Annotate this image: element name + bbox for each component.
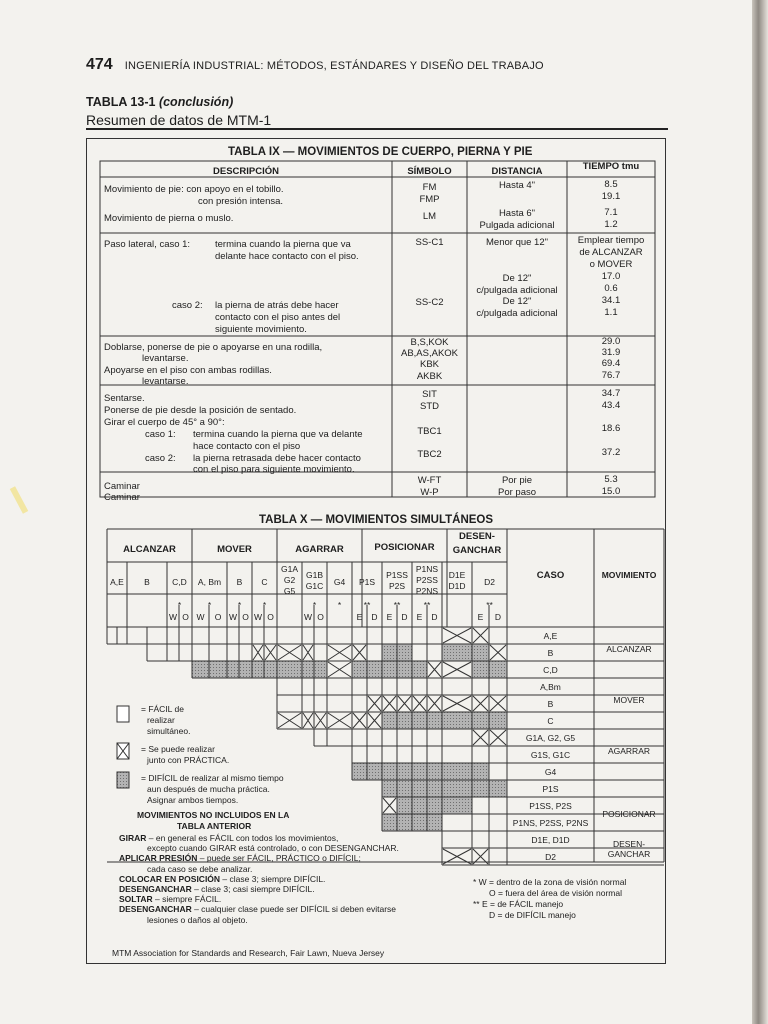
cell-practice xyxy=(490,645,506,660)
header-rule xyxy=(86,128,668,130)
cell-hard xyxy=(398,764,412,780)
cell-practice xyxy=(265,645,276,660)
movimiento-desenganchar-a: DESEN- xyxy=(612,839,646,849)
cell-practice xyxy=(398,696,411,711)
distance: Hasta 4" xyxy=(498,180,536,191)
cell-practice xyxy=(303,645,313,660)
cell-hard xyxy=(398,662,412,678)
desc-text: siguiente movimiento. xyxy=(215,324,307,335)
cell-hard xyxy=(413,815,427,831)
note-label: GIRAR xyxy=(119,833,147,843)
legend-hard-icon xyxy=(117,772,129,788)
paper-tab-mark xyxy=(10,486,28,514)
subcol: W xyxy=(168,612,178,622)
footnote: O = fuera del área de visión normal xyxy=(489,888,623,898)
symbol: SS-C1 xyxy=(415,237,444,248)
desc-text: termina cuando la pierna que va xyxy=(215,239,351,250)
cell-hard xyxy=(413,662,427,678)
cell-practice xyxy=(443,628,471,643)
desc-text: la pierna de atrás debe hacer xyxy=(215,300,339,311)
cell-practice xyxy=(278,713,301,728)
desc-text: levantarse. xyxy=(142,353,189,364)
star-marker: * xyxy=(312,600,317,610)
caso-row: B xyxy=(547,648,554,658)
note-label: DESENGANCHAR xyxy=(119,904,192,915)
caso-row: G1S, G1C xyxy=(530,750,571,760)
cell-hard xyxy=(240,662,252,678)
subcol: D xyxy=(371,612,378,622)
cell-practice xyxy=(315,713,326,728)
time: 19.1 xyxy=(601,191,621,202)
note-text: – siempre FÁCIL. xyxy=(152,894,222,905)
caso-row: C xyxy=(547,716,554,726)
cell-hard xyxy=(473,764,489,780)
time: 18.6 xyxy=(601,423,621,434)
time: 34.7 xyxy=(601,388,621,399)
note-line xyxy=(119,874,399,884)
legend-easy-label: realizar xyxy=(147,715,175,725)
symbol: STD xyxy=(420,401,439,412)
cell-practice xyxy=(413,696,426,711)
cell-hard xyxy=(265,662,277,678)
desc-text: Movimiento de pierna o muslo. xyxy=(104,213,234,224)
subcol: D xyxy=(494,612,502,622)
cell-hard xyxy=(398,815,412,831)
cell-practice xyxy=(353,645,366,660)
colhead: A,E xyxy=(110,577,124,587)
subcol: D xyxy=(401,612,408,622)
group-mover: MOVER xyxy=(217,544,252,555)
cell-hard xyxy=(353,662,367,678)
cell-practice xyxy=(428,662,441,677)
cell-hard xyxy=(490,662,507,678)
table-frame xyxy=(86,138,666,964)
desc-text: Caminar xyxy=(104,481,140,492)
symbol: LM xyxy=(422,211,437,222)
time: de ALCANZAR xyxy=(579,247,643,258)
cell-hard xyxy=(443,781,472,797)
time: 37.2 xyxy=(601,447,621,458)
distance: c/pulgada adicional xyxy=(476,308,558,319)
cell-hard xyxy=(303,662,314,678)
distance: c/pulgada adicional xyxy=(476,285,558,296)
cell-hard xyxy=(473,781,489,797)
running-head-title: INGENIERÍA INDUSTRIAL: MÉTODOS, ESTÁNDARES Y DISEÑO DEL TRABAJO xyxy=(124,60,544,72)
cell-hard xyxy=(193,662,209,678)
star-marker: * xyxy=(237,600,242,610)
cell-practice xyxy=(428,696,441,711)
dstar-marker: ** xyxy=(363,600,371,610)
not-included-notes xyxy=(119,833,399,925)
cell-hard xyxy=(443,645,472,661)
star-marker: * xyxy=(207,600,212,610)
caso-row: G1A, G2, G5 xyxy=(525,733,576,743)
note-text: lesiones o daños al objeto. xyxy=(147,914,248,925)
cell-practice xyxy=(278,645,301,660)
col-descripcion: DESCRIPCIÓN xyxy=(213,166,279,177)
colhead: D1D xyxy=(448,581,466,591)
subcol: O xyxy=(214,612,222,622)
not-included-title: MOVIMIENTOS NO INCLUIDOS EN LA xyxy=(137,810,290,820)
movimiento-mover: MOVER xyxy=(613,695,645,705)
cell-hard xyxy=(398,798,412,814)
note-label: COLOCAR EN POSICIÓN xyxy=(119,873,221,884)
time: Emplear tiempo xyxy=(577,235,645,246)
distance: Menor que 12" xyxy=(486,237,548,248)
source-note: MTM Association for Standards and Research, Fair Lawn, Nueva Jersey xyxy=(112,948,385,958)
desc-text: Paso lateral, caso 1: xyxy=(104,239,191,250)
colhead: P2S xyxy=(388,581,406,591)
colhead: G2 xyxy=(283,575,296,585)
distance: Por pie xyxy=(501,475,533,486)
desc-text: caso 2: xyxy=(172,300,203,311)
cell-practice xyxy=(383,696,396,711)
symbol: FM xyxy=(422,182,437,193)
legend-easy-label: simultáneo. xyxy=(147,726,191,736)
note-line xyxy=(119,915,399,925)
note-line xyxy=(119,894,399,904)
cell-practice xyxy=(328,713,351,728)
cell-hard xyxy=(428,713,442,729)
colhead: G1B xyxy=(305,570,323,580)
col-distancia: DISTANCIA xyxy=(491,166,543,177)
colhead: D2 xyxy=(484,577,495,587)
colhead: G5 xyxy=(283,586,296,596)
distance: Por paso xyxy=(497,487,537,498)
note-line xyxy=(119,853,399,863)
cell-hard xyxy=(413,713,427,729)
colhead: A, Bm xyxy=(197,577,222,587)
cell-hard xyxy=(443,713,472,729)
symbol: SS-C2 xyxy=(415,297,444,308)
symbol: TBC1 xyxy=(417,426,442,437)
caso-header: CASO xyxy=(536,570,565,581)
time: 1.2 xyxy=(604,219,618,230)
note-line xyxy=(119,843,399,853)
note-line xyxy=(119,904,399,914)
time: 31.9 xyxy=(601,347,621,358)
distance: De 12" xyxy=(502,273,532,284)
cell-practice xyxy=(328,645,351,660)
symbol: W-P xyxy=(420,487,439,498)
cell-hard xyxy=(368,764,382,780)
subcol: W xyxy=(253,612,263,622)
cell-hard xyxy=(443,764,472,780)
cell-practice xyxy=(473,696,488,711)
time: 69.4 xyxy=(601,358,621,369)
colhead: G4 xyxy=(333,577,346,587)
subcol: E xyxy=(477,612,484,622)
note-text: – cualquier clase puede ser DIFÍCIL si deben evitarse xyxy=(191,904,396,915)
page-number: 474 xyxy=(86,56,113,73)
subcol: W xyxy=(228,612,238,622)
desc-text: Apoyarse en el piso con ambas rodillas. xyxy=(104,365,272,376)
caso-row: P1S xyxy=(542,784,559,794)
colhead: C xyxy=(261,577,268,587)
colhead: G1C xyxy=(305,581,324,591)
cell-hard xyxy=(473,713,489,729)
scan-page-edge xyxy=(752,0,768,1024)
caso-row: C,D xyxy=(543,665,558,675)
symbol: B,S,KOK xyxy=(410,337,449,348)
desc-text: Caminar xyxy=(104,492,140,503)
legend-easy-icon xyxy=(117,706,129,722)
caso-row: A,E xyxy=(543,631,558,641)
symbol: KBK xyxy=(419,359,439,370)
not-included-title: TABLA ANTERIOR xyxy=(177,821,252,831)
movimiento-alcanzar: ALCANZAR xyxy=(606,644,652,654)
cell-hard xyxy=(398,713,412,729)
subcol: W xyxy=(303,612,313,622)
group-agarrar: AGARRAR xyxy=(295,544,344,555)
time: 17.0 xyxy=(601,271,621,282)
cell-hard xyxy=(473,645,489,661)
note-line xyxy=(119,864,399,874)
desc-text: caso 1: xyxy=(145,429,176,440)
cell-hard xyxy=(490,781,507,797)
cell-hard xyxy=(473,662,489,678)
desc-text: contacto con el piso antes del xyxy=(215,312,341,323)
time: 29.0 xyxy=(601,336,621,347)
desc-text: caso 2: xyxy=(145,453,176,464)
cell-hard xyxy=(383,781,397,797)
cell-hard xyxy=(383,764,397,780)
cell-hard xyxy=(383,662,397,678)
group-desenganchar-a: DESEN- xyxy=(459,531,495,542)
distance: De 12" xyxy=(502,296,532,307)
table-ix-title: TABLA IX — MOVIMIENTOS DE CUERPO, PIERNA Y PIE xyxy=(228,146,533,158)
col-tiempo: TIEMPO tmu xyxy=(582,161,640,172)
subcol: E xyxy=(356,612,363,622)
group-posicionar: POSICIONAR xyxy=(374,542,435,553)
desc-text: hace contacto con el piso xyxy=(193,441,301,452)
star-marker: * xyxy=(337,600,342,610)
time: 0.6 xyxy=(604,283,618,294)
desc-text: levantarse. xyxy=(142,376,189,387)
note-label: APLICAR PRESIÓN xyxy=(119,853,198,864)
cell-practice xyxy=(353,713,366,728)
time: 8.5 xyxy=(604,179,618,190)
legend-hard-label: aun después de mucha práctica. xyxy=(147,784,270,794)
distance: Pulgada adicional xyxy=(479,220,555,231)
cell-hard xyxy=(428,815,442,831)
caso-row: P1NS, P2SS, P2NS xyxy=(512,818,589,828)
movimiento-desenganchar-b: GANCHAR xyxy=(607,849,651,859)
colhead: P1SS xyxy=(386,570,408,580)
desc-text: con el piso para siguiente movimiento. xyxy=(193,464,355,475)
desc-text: la pierna retrasada debe hacer contacto xyxy=(193,453,361,464)
time: 5.3 xyxy=(604,474,618,485)
symbol: W-FT xyxy=(417,475,442,486)
cell-hard xyxy=(398,781,412,797)
note-text: – en general es FÁCIL con todos los movimientos, xyxy=(146,833,339,843)
caso-row: D1E, D1D xyxy=(531,835,570,845)
symbol: AB,AS,AKOK xyxy=(400,348,459,359)
caso-row: D2 xyxy=(545,852,556,862)
cell-practice xyxy=(368,713,381,728)
cell-practice xyxy=(443,662,471,677)
subcol: W xyxy=(196,612,205,622)
caso-row: B xyxy=(547,699,554,709)
desc-text: Girar el cuerpo de 45° a 90°: xyxy=(104,417,225,428)
colhead: P1NS xyxy=(415,564,439,574)
legend-practice-label: junto con PRÁCTICA. xyxy=(147,755,230,765)
distance: Hasta 6" xyxy=(498,208,536,219)
symbol: AKBK xyxy=(416,371,443,382)
legend-hard-label: Asignar ambos tiempos. xyxy=(147,795,239,805)
cell-hard xyxy=(383,645,397,661)
caso-row: P1SS, P2S xyxy=(529,801,572,811)
cell-hard xyxy=(383,815,397,831)
footnote: * W = dentro de la zona de visión normal xyxy=(473,877,627,887)
time: 7.1 xyxy=(604,207,618,218)
running-header xyxy=(86,56,544,74)
cell-practice xyxy=(473,730,488,745)
cell-hard xyxy=(398,645,412,661)
note-text: – clase 3; siempre DIFÍCIL. xyxy=(220,873,326,884)
desc-text: Doblarse, ponerse de pie o apoyarse en una rodilla, xyxy=(104,342,323,353)
colhead: P2NS xyxy=(415,586,439,596)
cell-practice xyxy=(383,798,396,813)
cell-hard xyxy=(383,713,397,729)
desc-text: Sentarse. xyxy=(104,393,145,404)
desc-text: con presión intensa. xyxy=(198,196,284,207)
colhead: B xyxy=(144,577,150,587)
symbol: SIT xyxy=(422,389,437,400)
dstar-marker: ** xyxy=(423,600,431,610)
cell-hard xyxy=(315,662,327,678)
time: 15.0 xyxy=(601,486,621,497)
subcol: O xyxy=(317,612,324,622)
cell-practice xyxy=(443,696,471,711)
movimiento-agarrar: AGARRAR xyxy=(607,746,651,756)
caso-row: G4 xyxy=(544,767,557,777)
cell-practice xyxy=(328,662,351,677)
time: 1.1 xyxy=(604,307,618,318)
cell-hard xyxy=(428,798,442,814)
subcol: O xyxy=(182,612,189,622)
symbol: FMP xyxy=(419,194,440,205)
star-marker: * xyxy=(262,600,267,610)
cell-hard xyxy=(278,662,302,678)
time: 43.4 xyxy=(601,400,621,411)
colhead: C,D xyxy=(172,577,187,587)
subcol: E xyxy=(416,612,423,622)
cell-hard xyxy=(210,662,227,678)
legend-hard-label: = DIFÍCIL de realizar al mismo tiempo xyxy=(141,773,284,783)
subcol: E xyxy=(386,612,393,622)
cell-practice xyxy=(490,696,506,711)
movimiento-header: MOVIMIENTO xyxy=(601,570,657,580)
cell-hard xyxy=(253,662,264,678)
cell-hard xyxy=(490,713,507,729)
footnote: ** E = de FÁCIL manejo xyxy=(473,899,564,909)
subcol: O xyxy=(267,612,274,622)
cell-hard xyxy=(413,781,427,797)
table-title: Resumen de datos de MTM-1 xyxy=(86,112,272,128)
time: 76.7 xyxy=(601,370,621,381)
time: o MOVER xyxy=(589,259,633,270)
cell-hard xyxy=(228,662,239,678)
desc-text: Movimiento de pie: con apoyo en el tobillo. xyxy=(104,184,284,195)
table-number: TABLA 13-1 (conclusión) xyxy=(86,95,234,109)
cell-hard xyxy=(368,662,382,678)
colhead: G1A xyxy=(280,564,298,574)
note-text: excepto cuando GIRAR está controlado, o con DESENGANCHAR. xyxy=(147,843,399,854)
cell-hard xyxy=(413,764,427,780)
note-line xyxy=(119,884,399,894)
subcol: D xyxy=(431,612,438,622)
cell-hard xyxy=(428,764,442,780)
dstar-marker: ** xyxy=(486,600,493,610)
caso-row: A,Bm xyxy=(540,682,561,692)
cell-hard xyxy=(353,764,367,780)
star-marker: * xyxy=(177,600,182,610)
colhead: P1S xyxy=(358,577,376,587)
dstar-marker: ** xyxy=(393,600,401,610)
legend-easy-label: = FÁCIL de xyxy=(141,704,184,714)
note-label: SOLTAR xyxy=(119,894,153,905)
note-label: DESENGANCHAR xyxy=(119,884,192,895)
cell-hard xyxy=(443,798,472,814)
cell-practice xyxy=(490,730,506,745)
desc-text: Ponerse de pie desde la posición de sentado. xyxy=(104,405,297,416)
desc-text: termina cuando la pierna que va delante xyxy=(193,429,363,440)
desc-text: delante hace contacto con el piso. xyxy=(215,251,359,262)
subcol: O xyxy=(242,612,249,622)
cell-practice xyxy=(473,628,488,643)
note-text: – clase 3; casi siempre DIFÍCIL. xyxy=(191,884,315,895)
table-x-title: TABLA X — MOVIMIENTOS SIMULTÁNEOS xyxy=(259,514,494,526)
note-text: cada caso se debe analizar. xyxy=(147,863,253,874)
colhead: P2SS xyxy=(416,575,438,585)
group-alcanzar: ALCANZAR xyxy=(123,544,176,555)
cell-practice xyxy=(368,696,381,711)
note-line xyxy=(119,833,399,843)
symbol: TBC2 xyxy=(417,449,442,460)
movimiento-posicionar: POSICIONAR xyxy=(602,809,656,819)
group-desenganchar-b: GANCHAR xyxy=(452,545,502,556)
cell-practice xyxy=(253,645,263,660)
legend-practice-label: = Se puede realizar xyxy=(141,744,215,754)
colhead: D1E xyxy=(448,570,466,580)
cell-hard xyxy=(413,798,427,814)
time: 34.1 xyxy=(601,295,621,306)
col-simbolo: SÍMBOLO xyxy=(407,166,452,177)
cell-hard xyxy=(428,781,442,797)
cell-practice xyxy=(303,713,313,728)
footnote: D = de DIFÍCIL manejo xyxy=(489,910,576,920)
note-text: – puede ser FÁCIL, PRÁCTICO o DIFÍCIL; xyxy=(197,853,361,864)
colhead: B xyxy=(236,577,243,587)
